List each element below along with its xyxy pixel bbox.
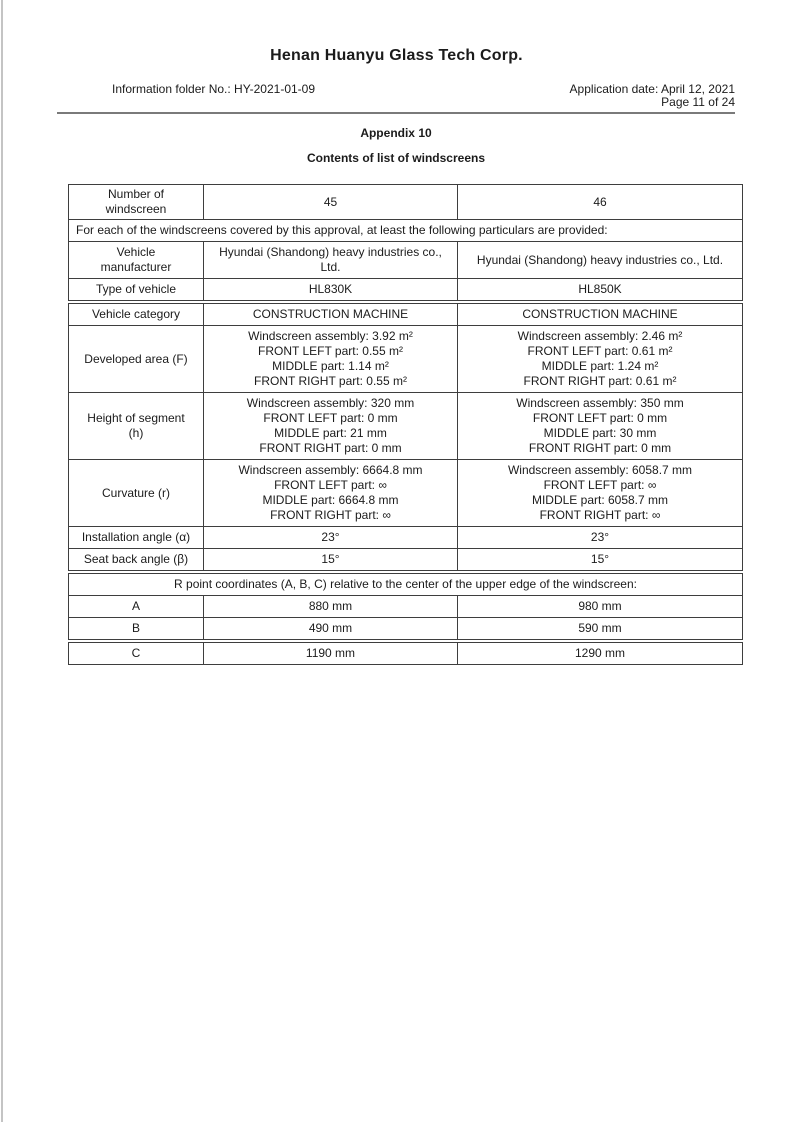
cell-windscreen45-segment-height	[204, 393, 458, 460]
cell-windscreen46-seat-back-angle: 15°	[458, 549, 743, 571]
cell-windscreen45-seat-back-angle: 15°	[204, 549, 458, 571]
cell-line: FRONT RIGHT part: 0 mm	[528, 441, 672, 455]
cell-windscreen45-coord-b: 490 mm	[204, 618, 458, 640]
r-point-note: R point coordinates (A, B, C) relative to the center of the upper edge of the windscreen:	[69, 574, 743, 596]
cell-windscreen46-coord-a: 980 mm	[458, 596, 743, 618]
windscreen-table-specs	[68, 303, 743, 571]
table-row-height-of-segment	[69, 393, 743, 460]
row-label: Type of vehicle	[69, 279, 204, 301]
table-row-coordinate-a	[69, 596, 743, 618]
cell-windscreen45-curvature	[204, 460, 458, 527]
row-label: Number of windscreen	[69, 185, 204, 220]
cell-line: Windscreen assembly: 350 mm	[516, 396, 684, 410]
particulars-note: For each of the windscreens covered by this approval, at least the following particulars are provided:	[69, 220, 743, 242]
company-title: Henan Huanyu Glass Tech Corp.	[270, 47, 523, 64]
cell-windscreen46-segment-height	[458, 393, 743, 460]
table-row-particulars-note	[69, 220, 743, 242]
cell-line: Windscreen assembly: 2.46 m²	[517, 329, 683, 343]
header-divider	[57, 112, 735, 114]
cell-line: FRONT RIGHT part: ∞	[270, 508, 391, 522]
application-date: Application date: April 12, 2021	[569, 82, 735, 96]
cell-windscreen46-number: 46	[458, 185, 743, 220]
row-label: Vehicle category	[69, 304, 204, 326]
row-label: A	[69, 596, 204, 618]
cell-line: Windscreen assembly: 3.92 m²	[248, 329, 413, 343]
windscreen-table-r-point	[68, 573, 743, 640]
cell-line: FRONT RIGHT part: 0 mm	[259, 441, 402, 455]
cell-windscreen45-number: 45	[204, 185, 458, 220]
cell-line: Windscreen assembly: 320 mm	[246, 396, 415, 410]
cell-line: FRONT RIGHT part: 0.55 m²	[254, 374, 407, 388]
cell-windscreen46-installation-angle: 23°	[458, 527, 743, 549]
page-edge-artifact	[1, 0, 3, 1122]
cell-line: MIDDLE part: 6058.7 mm	[531, 493, 669, 507]
cell-line: FRONT LEFT part: 0 mm	[532, 411, 668, 425]
cell-line: Windscreen assembly: 6058.7 mm	[507, 463, 693, 477]
cell-line: FRONT LEFT part: 0.55 m²	[258, 344, 403, 358]
row-label: C	[69, 643, 204, 665]
cell-windscreen46-coord-b: 590 mm	[458, 618, 743, 640]
appendix-title: Appendix 10	[360, 126, 432, 140]
table-row-coordinate-b	[69, 618, 743, 640]
cell-line: FRONT RIGHT part: 0.61 m²	[523, 374, 677, 388]
table-row-r-point-note	[69, 574, 743, 596]
meta-right-block	[570, 83, 735, 109]
row-label: Seat back angle (β)	[69, 549, 204, 571]
cell-windscreen45-coord-a: 880 mm	[204, 596, 458, 618]
cell-windscreen46-coord-c: 1290 mm	[458, 643, 743, 665]
table-row-curvature	[69, 460, 743, 527]
cell-windscreen46-developed-area	[458, 326, 743, 393]
table-row-number-of-windscreen	[69, 185, 743, 220]
cell-windscreen46-curvature	[458, 460, 743, 527]
table-row-seat-back-angle	[69, 549, 743, 571]
row-label: B	[69, 618, 204, 640]
row-label: Installation angle (α)	[69, 527, 204, 549]
page-content	[57, 83, 735, 665]
cell-line: FRONT LEFT part: 0 mm	[263, 411, 398, 425]
cell-windscreen45-installation-angle: 23°	[204, 527, 458, 549]
row-label: Height of segment (h)	[69, 393, 204, 460]
row-label: Vehicle manufacturer	[69, 242, 204, 279]
cell-windscreen46-category: CONSTRUCTION MACHINE	[458, 304, 743, 326]
row-label: Curvature (r)	[69, 460, 204, 527]
cell-windscreen46-manufacturer: Hyundai (Shandong) heavy industries co., Ltd.	[458, 242, 743, 279]
cell-line: MIDDLE part: 30 mm	[543, 426, 657, 440]
contents-title: Contents of list of windscreens	[306, 151, 486, 165]
cell-line: MIDDLE part: 21 mm	[274, 426, 387, 440]
row-label: Developed area (F)	[69, 326, 204, 393]
table-row-type-of-vehicle	[69, 279, 743, 301]
table-row-installation-angle	[69, 527, 743, 549]
cell-windscreen45-coord-c: 1190 mm	[204, 643, 458, 665]
cell-windscreen45-manufacturer: Hyundai (Shandong) heavy industries co., Ltd.	[204, 242, 458, 279]
table-row-vehicle-category	[69, 304, 743, 326]
windscreen-table-coordinate-c	[68, 642, 743, 665]
cell-line: FRONT LEFT part: 0.61 m²	[527, 344, 673, 358]
cell-line: Windscreen assembly: 6664.8 mm	[238, 463, 423, 477]
cell-windscreen46-vehicle-type: HL850K	[458, 279, 743, 301]
info-folder-number: Information folder No.: HY-2021-01-09	[112, 82, 316, 96]
page-number: Page 11 of 24	[661, 95, 735, 109]
cell-windscreen45-developed-area	[204, 326, 458, 393]
cell-line: FRONT RIGHT part: ∞	[539, 508, 661, 522]
cell-line: MIDDLE part: 1.24 m²	[541, 359, 659, 373]
table-row-developed-area	[69, 326, 743, 393]
cell-windscreen45-vehicle-type: HL830K	[204, 279, 458, 301]
document-meta	[57, 83, 735, 109]
table-row-coordinate-c	[69, 643, 743, 665]
windscreen-table-identity	[68, 184, 743, 301]
cell-line: MIDDLE part: 1.14 m²	[272, 359, 389, 373]
cell-line: FRONT LEFT part: ∞	[543, 478, 657, 492]
table-row-vehicle-manufacturer	[69, 242, 743, 279]
cell-line: FRONT LEFT part: ∞	[274, 478, 387, 492]
cell-line: MIDDLE part: 6664.8 mm	[262, 493, 399, 507]
cell-windscreen45-category: CONSTRUCTION MACHINE	[204, 304, 458, 326]
